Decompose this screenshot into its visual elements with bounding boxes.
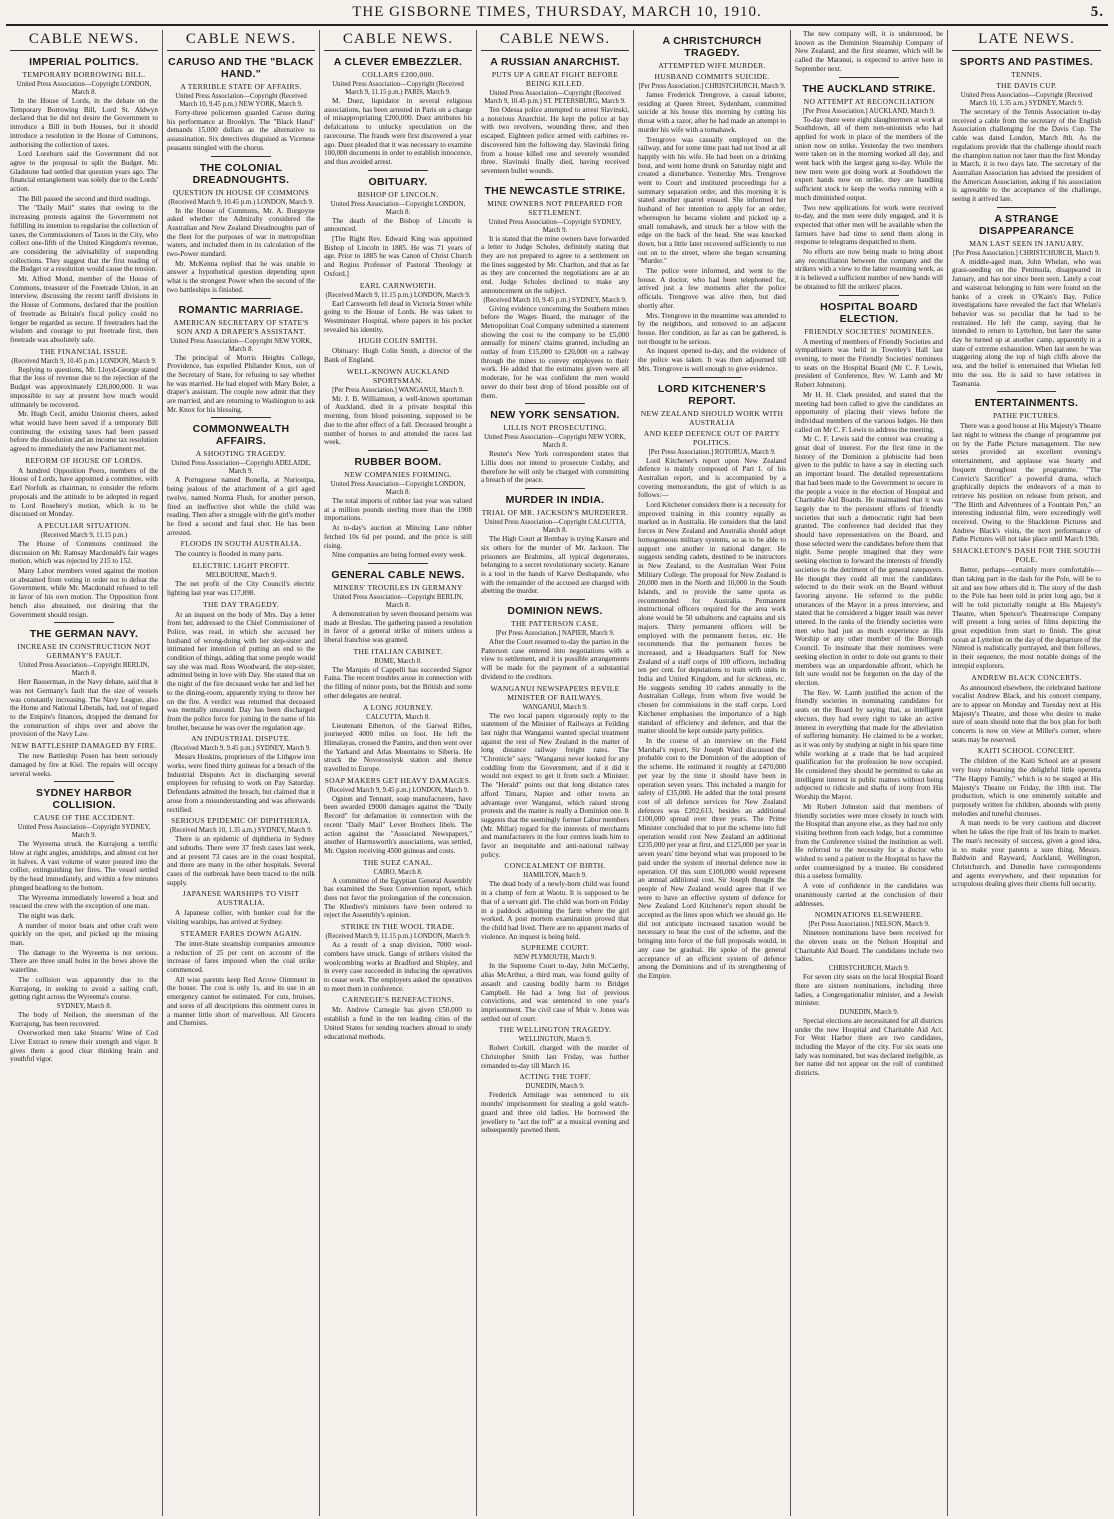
headline: RUBBER BOOM. xyxy=(354,455,442,468)
paragraph: There was a good house at His Majesty's Theatre last night to witness the change of programme put on by the Pathe Picture management. The new series provided an excellent evening's entertainment, and applause was hearty and frequent throughout the programme. "The Convict's Sacrifice" a powerful drama, which graphically depicts the endeavors of a man to retrieve his position on release from prison, and "The Birth and Adventures of a Fountain Pen," an interesting industrial film, were exceedingly well received. Owing to the Shackleton Pictures and Andrew Black's visits, the next performance of Pathe Pictures will not take place until March 19th. xyxy=(952,422,1101,544)
headline: IMPERIAL POLITICS. xyxy=(29,56,139,68)
subheadline: EARL CARNWORTH. xyxy=(359,280,437,290)
paragraph: The House of Commons continued the discussion on Mr. Ramsay Macdonald's fair wages motion, which was rejected by 215 to 152. xyxy=(10,539,158,566)
section-rule xyxy=(368,450,427,451)
dateline: WANGANUI, March 9. xyxy=(522,703,588,711)
paragraph: The damage to the Wyreema is not serious. There are three small holes in the bows above the waterline. xyxy=(10,948,158,975)
paragraph: The High Court at Bombay is trying Kanare and six others for the murder of Mr. Jackson. The prisoners are Brahmins, all typical degenerates, belonging to a secret revolutionary society. Kanare is a tool in the hands of Karve Deshapande, who with the remainder of the accused are charged with abetting the murder. xyxy=(481,535,629,596)
section-rule xyxy=(211,156,270,157)
subheadline: JAPANESE WARSHIPS TO VISIT AUSTRALIA. xyxy=(182,889,300,908)
section-rule xyxy=(211,298,270,299)
subheadline: THE WELLINGTON TRAGEDY. xyxy=(498,1025,612,1035)
paragraph: The "Daily Mail" states that owing to the increasing protests against the Government not fulfilling its intention to regularise the collection of taxes, the Commissioners of Taxes in the City, who collect one-fifth of the United Kingdom's revenue, are considering the advisability of suspending collections. They suggest that the first reading of the Budget or a resolution would cause the tension. xyxy=(10,204,158,274)
paragraph: A hundred Opposition Peers, members of the House of Lords, have appointed a committee, with Earl Norfolk as chairman, to consider the reform proposals and the attitude to be adopted in regard to Lord Rosebery's motion, which is to be discussed on Monday. xyxy=(10,466,158,519)
dateline: (Received March 9, 10.45 p.m.) LONDON, March 9. xyxy=(168,198,314,206)
paragraph: Lord Kitchener's report upon New Zealand defence is mainly composed of Part I. of his Australian report, and is accompanied by a covering memorandum, the gist of which is as follows:— xyxy=(638,456,786,500)
subheadline: THE DAY TRAGEDY. xyxy=(203,599,279,609)
dateline: WELLINGTON, March 9. xyxy=(518,1036,592,1044)
section-rule xyxy=(997,391,1057,392)
paragraph: The principal of Morris Heights College, Providence, has expelled Philander Knox, son of the Secretary of State, for refusing to say whether he was married. He had eloped with Mary Boler, a draper's assistant. The couple now admit that they are married, and are returning to Washington to ask Mr. Knox for his blessing. xyxy=(167,353,315,414)
subheadline: ANDREW BLACK CONCERTS. xyxy=(971,672,1082,682)
page-number: 5. xyxy=(1090,4,1104,20)
dateline: CHRISTCHURCH, March 9. xyxy=(828,965,910,973)
headline: SPORTS AND PASTIMES. xyxy=(959,56,1094,68)
paragraph: Mr H. H. Clark presided, and stated that the meeting had been called to give the candidates an opportunity of placing their views before the individual members of the various lodges. He then called on Mr C. F. Lewis to address the meeting. xyxy=(795,390,943,434)
subheadline: NO ATTEMPT AT RECONCILIATION xyxy=(803,96,935,106)
paragraph: A man needs to be very cautious and discreet when he takes the ripe fruit of his brain to market. The man's necessity of success, given a good idea, is to make your patents a sure thing. Messrs. Baldwin and Rayward, Auckland, Wellington, Christchurch, and Dunedin have correspondents and agents everywhere, and their reputation for scrupulous dealing gives their clients full security. xyxy=(952,819,1101,889)
headline: CARUSO AND THE "BLACK HAND." xyxy=(168,56,314,80)
paragraph: The Bill passed the second and third readings. xyxy=(18,194,151,203)
subheadline: TRIAL OF MR. JACKSON'S MURDERER. xyxy=(481,508,629,518)
paragraph: Trengrove was casually employed on the railway, and for some time past had not lived at all happily with his wife. He had been on a drinking bout, and went home drunk on Saturday night and created a disturbance. Yesterday Mrs. Trengrove went to Court and instituted proceedings for a summary separation order, and this morning it is stated another quarrel ensued. She informed her husband of her intention to apply for an order, whereupon he became violent and picked up a small tomahawk, and struck her a blow with the edge on the back of the head. She was knocked down, but a little later recovered sufficiently to run out on to the street, where she began screaming "Murder." xyxy=(638,135,786,266)
section-rule xyxy=(54,781,113,782)
paragraph: At an inquest on the body of Mrs. Day a letter from her, addressed to the Chief Commissioner of Police, was read, in which she accused her husband of wrong-doing with her step-sister and intimated her intention of putting an end to the condition of things, adding that some people would say she was mad. Ross Woodward, the step-sister, admitted being in love with Day. She stated that on the night of the fire deceased woke her and led her to the dining-room, apparently trying to throw her on the fire. A verdict was returned that deceased was mentally unsound. Day has been discharged from the police force for joining in the name of his brother, because he was over the regulation age. xyxy=(167,610,315,732)
dateline: (Received March 9, 11.15 p.m.) LONDON, March 9. xyxy=(325,933,471,941)
subheadline: AN INDUSTRIAL DISPUTE. xyxy=(191,734,291,744)
dateline: (Received March 9, 10.45 p.m.) LONDON, March 9. xyxy=(11,357,157,365)
subheadline: THE DAVIS CUP. xyxy=(996,81,1057,90)
headline: COMMONWEALTH AFFAIRS. xyxy=(192,423,290,448)
section-rule xyxy=(525,488,584,489)
dateline: [Per Press Association.] ROTORUA, March 9. xyxy=(648,448,776,456)
paragraph: Mr. J. B. Williamson, a well-known sportsman of Auckland, died in a private hospital this morning, from blood poisoning, supposed to be due to the after effect of a fall. Deceased brought a number of horses to and attended the races last week. xyxy=(324,394,472,447)
subheadline: A PECULIAR SITUATION. xyxy=(37,520,131,530)
dateline: (Received March 9, 9.45 p.m.) SYDNEY, March 9. xyxy=(171,745,311,753)
subheadline: STEAMER FARES DOWN AGAIN. xyxy=(180,928,302,938)
dateline: United Press Association—Copyright LONDON, March 8. xyxy=(330,200,466,216)
subheadline: HUGH COLIN SMITH. xyxy=(358,336,438,346)
paragraph: A middle-aged man, John Whelan, who was grass-seeding on the Peninsula, disappeared in January, and has not since been seen. Lately a coat and waistcoat belonging to him were found on the banks of a creek in O'Kain's Bay. Police investigations have revealed the fact that Whelan's behavior was so peculiar that he had to be restrained. He left the camp, saying that he intended to return to Lyttelton, but later the same day he turned up at another camp, apparently in a state of extreme exhaustion. When last seen he was staggering along the top of high cliffs above the sea, and the belief is entertained that Whelan fell into the sea. He is said to have relatives in Tasmania. xyxy=(952,257,1101,388)
paragraph: No efforts are now being made to bring about any reconciliation between the company and the strikers with a view to the latter resuming work, as it is believed a sufficient number of new hands will be obtained to fill the strikers' places. xyxy=(795,248,943,291)
paragraph: A demonstration by seven thousand persons was made at Breslau. The gathering passed a resolution in favor of a general strike of miners unless a liberal franchise was granted. xyxy=(324,609,472,645)
paragraph: The net profit of the City Council's electric lighting last year was £17,898. xyxy=(167,580,315,597)
subheadline: MINE OWNERS NOT PREPARED FOR SETTLEMENT. xyxy=(487,198,623,217)
subheadline: KAITI SCHOOL CONCERT. xyxy=(977,746,1076,756)
paragraph: The two local papers vigorously reply to the statement of the Minister of Railways at Feilding last night that Wanganui wanted special treatment against the rest of New Zealand in the matter of long distance railway freight rates. The "Chronicle" says: "Wanganui never looked for any coddling from the Government, and if it did it would not expect to get it from such a Minister. The "Herald" points out that long distance rates afford Timaru, Napier and other towns an advantage over Wanganui, which raised strong protests and the matter is really a Dominion one. It suggests that the seemingly former Labor members (Mr. Millar) regard for the interests of merchants and manufacturers in the four centres leads him to favor an inequitable and anti-national railway policy. xyxy=(481,711,629,859)
headline: MURDER IN INDIA. xyxy=(505,494,605,507)
subheadline: THE FINANCIAL ISSUE. xyxy=(39,346,129,356)
subheadline: ELECTRIC LIGHT PROFIT. xyxy=(192,561,290,571)
paragraph: Replying to questions, Mr. Lloyd-George stated that the loss of revenue due to the rejection of the Budget was approximately £28,000,000. It was impossible to say at present how much would ultimately be recovered. xyxy=(10,365,158,409)
dateline: CAIRO, March 8. xyxy=(373,868,423,876)
paragraph: Nineteen nominations have been received for the eleven seats on the Nelson Hospital and Charitable Aid Board. The candidates include two ladies. xyxy=(795,929,943,964)
paragraph: The total imports of rubber last year was valued at a million pounds sterling more than the 1908 importations. xyxy=(324,496,472,523)
dateline: United Press Association—Copyright (Received March 9, 10.45 p.m.) ST. PETERSBURG, March 9. xyxy=(484,90,626,105)
subheadline: SERIOUS EPIDEMIC OF DIPHTHERIA. xyxy=(171,816,311,826)
dateline: NEW PLYMOUTH, March 9. xyxy=(513,954,597,962)
paragraph: As a result of a snap division, 7000 wool-combers have struck. Gangs of strikers visited the woolcombing works at Bradford and Shipley, and in every case succeeded in inducing the operatives to cease work. The employers asked the operatives to meet them in conference. xyxy=(324,941,472,993)
dateline: (Received March 9, 11.15 p.m.) xyxy=(40,531,128,539)
paragraph: Earl Carnworth fell dead in Victoria Street while going to the House of Lords. He was taken to Westminster Hospital, where papers in his pocket revealed his identity. xyxy=(324,299,472,334)
headline: THE AUCKLAND STRIKE. xyxy=(802,82,936,95)
column-4 xyxy=(477,30,634,1516)
paragraph: The dead body of a newly-born child was found in a clump of fern at Waotu. It is supposed to be that of a servant girl. The child was born on Friday in a paddock adjoining the farm where the girl worked. A post mortem examination proved that the child had lived. There are no apparent marks of violence. An inquest is being held. xyxy=(481,880,629,941)
section-rule xyxy=(54,622,113,623)
paragraph: Ten Odessa police attempted to arrest Slavinski, a notorious Anarchist. He kept the police at bay with two revolvers, wounding three, and then escaped. Eighteen police armed with carbines re-discovered him the following day. Slavinski firing from a house killed one and severely wounded three. Slavinski finally died, having received seventeen bullet wounds. xyxy=(481,106,629,175)
paragraph: The children of the Kaiti School are at present very busy rehearsing the delightful little operetta "The Happy Family," which is to be staged at His Majesty's Theatre on Friday, the 18th inst. The production, which is one eminently suitable and purposely written for children, abounds with pretty melodies and tuneful choruses. xyxy=(952,757,1101,818)
paragraph: Messrs Hoskins, proprietors of the Lithgow iron works, were fined thirty guineas for a breach of the Industrial Disputes Act in discharging several employees for refusing to work on Pay Saturday. Defendants admitted the breach, but claimed that it arose from a misunderstanding and was afterwards rectified. xyxy=(167,753,315,814)
dateline: DUNEDIN, March 9. xyxy=(839,1008,899,1016)
column-3 xyxy=(320,30,477,1516)
paragraph: Mr. Hugh Cecil, amidst Unionist cheers, asked what would have been saved if a temporary Bill continuing the existing taxes had been passed before the dissolution and an income tax resolution agreed to immediately the new Parliament met. xyxy=(10,410,158,454)
subheadline: NEW COMPANIES FORMING. xyxy=(344,469,452,479)
dateline: United Press Association—Copyright BERLIN, March 8. xyxy=(332,593,464,609)
section-rule xyxy=(682,377,741,378)
paragraph: The Wyreema immediately lowered a boat and rescued the crew with the exception of one man. xyxy=(10,893,158,911)
dateline: United Press Association—Copyright SYDNEY, March 9. xyxy=(17,824,151,840)
masthead xyxy=(6,4,1108,26)
paragraph: In the Supreme Court to-day, John McCarthy, alias McArthur, a third man, was found guilty of assault and causing bodily harm to Bridget Campbell. He had a long list of previous convictions, and was sentenced to one year's imprisonment. The civil case of Muir v. Jones was settled out of court. xyxy=(481,962,629,1023)
dateline: United Press Association—Copyright ADELAIDE, March 9. xyxy=(171,460,311,476)
subheadline: A TERRIBLE STATE OF AFFAIRS. xyxy=(180,82,302,91)
paragraph: Special elections are necessitated for all districts under the new Hospital and Charitable Aid Act. For West Harbor there are two candidates, including the Mayor of the city. For six seats one lady was nominated, but was declared ineligible, as her name did not appear on the roll of combined districts. xyxy=(795,1016,943,1078)
headline: THE NEWCASTLE STRIKE. xyxy=(484,184,626,197)
paragraph: Reuter's New York correspondent states that Lillis does not intend to prosecute Cudahy, and therefore he will only be charged with committing a breach of the peace. xyxy=(481,450,629,485)
column-7 xyxy=(948,30,1105,1516)
headline: GENERAL CABLE NEWS. xyxy=(331,568,465,581)
paragraph: It is stated that the mine owners have forwarded a letter to Judge Scholes, definitely stating that they are not prepared to agree to a settlement on the lines suggested by Mr. Charlton, and that as far as they are concerned the negotiations are at an end. Judge Scholes declined to make any announcement on the subject. xyxy=(481,234,629,295)
paragraph: Two new applications for work were received to-day, and the men were duly engaged, and it is expected that other men will be available when the farmers have had time to send them along in response to telegrams despatched to them. xyxy=(795,203,943,247)
subheadline: MAN LAST SEEN IN JANUARY. xyxy=(969,238,1084,248)
paragraph: Mrs. Trengrove in the meantime was attended to by the neighbors, and removed to an adjacent house. Her condition, as far as can be gathered, is not thought to be serious. xyxy=(638,311,786,346)
subheadline: THE SUEZ CANAL. xyxy=(362,857,434,867)
paragraph: A committee of the Egyptian General Assembly has examined the Suez Convention report, which does not favor the prolongation of the concession. The Khedive's ministers have been ordered to reject the Assembly's opinion. xyxy=(324,876,472,920)
headline: SYDNEY HARBOR COLLISION. xyxy=(36,787,132,812)
subheadline: AND KEEP DEFENCE OUT OF PARTY POLITICS. xyxy=(643,428,781,447)
column-1 xyxy=(6,30,163,1516)
dateline: United Press Association—Copyright BERLIN, March 8. xyxy=(18,662,150,678)
section-rule xyxy=(368,170,427,171)
paragraph: In the House of Lords, in the debate on the Temporary Borrowing Bill, Lord St. Aldwyn declared that he did not desire the Government to introduce a Bill in both Houses, but it should introduce a resolution in the House of Commons, authorising the collection of taxes. xyxy=(10,97,158,149)
headline: THE COLONIAL DREADNOUGHTS. xyxy=(192,161,290,186)
headline: ENTERTAINMENTS. xyxy=(974,397,1079,410)
paragraph: James Frederick Trengrove, a casual laborer, residing at Queen Street, Sydenham, committed suicide at his house this morning by cutting his throat with a razor, after he had made an attempt to murder his wife with a tomahawk. xyxy=(638,91,786,134)
subheadline: A SHOOTING TRAGEDY. xyxy=(195,449,287,459)
dateline: MELBOURNE, March 9. xyxy=(205,572,277,580)
paragraph: M. Duez, liquidator in several religious associations, has been arrested in Paris on a charge of misappropriating £200,000. Duez attributes his defalcations to unlucky speculation on the racecourse. The frauds were first discovered a year ago. Duez pleaded that it was necessary to examine 100,000 documents in order to establish innocence, and thus avoided arrest. xyxy=(324,97,472,166)
paragraph: The Marquis of Cappelli has succeeded Signor Faina. The recent troubles arose in connection with the filling of minor posts, but the British and some other delegates are neutral. xyxy=(324,665,472,700)
paragraph: The new company will, it is understood, be known as the Dominion Steamship Company of New Zealand, and the first steamer, which will be called the Maranui, is expected to arrive here in September next. xyxy=(795,30,943,73)
paragraph: Giving evidence concerning the Southern mines before the Wages Board, the manager of the Metropolitan Coal Company submitted a statement showing the cost to the company to be £5,000 annually for miners' claims granted, including an outlay of from £15,000 to £20,000 on a railway through the mines to convey employees to their work. He added that the estimates given were all moderate, for he was confident the men would never do their best drop of blood possible out of them. xyxy=(481,304,629,400)
column-6 xyxy=(791,30,948,1516)
dateline: United Press Association—Copyright (Received March 9, 11.15 p.m.) PARIS, March 9. xyxy=(332,81,464,96)
section-rule xyxy=(839,77,898,78)
subheadline: ATTEMPTED WIFE MURDER. xyxy=(658,61,766,70)
subheadline: ACTING THE TOFF. xyxy=(519,1072,591,1082)
subheadline: INCREASE IN CONSTRUCTION NOT GERMANY'S FAULT. xyxy=(17,642,151,661)
paragraph: The Wyreema struck the Kurrajong a terrific blow at right angles, amidships, and almost cut her in halves. A vast volume of water poured into the collier, extinguishing her fires. The vessel settled by the head immediately, and within a few minutes plunged headlong to the bottom. xyxy=(10,840,158,892)
paragraph: The police were informed, and went to the house. A doctor, who had been telephoned for, arrived just a few moments after the police officials. Trengrove was alive then, but died shortly after. xyxy=(638,267,786,310)
paragraph: Lord Loreburn said the Government did not agree to the proposal to split the Budget. Mr. Gladstone had settled that question years ago. The financial entanglement was solely due to the Lords' action. xyxy=(10,150,158,194)
paragraph: Ogston and Tennant, soap manufacturers, have been awarded £9000 damages against the "Daily Record" for defamation in connection with the recent "Daily Mail" Lever Brothers libels. The action against the "Associated Newspapers," another of Harmsworth's associations, was settled, Mr. Ogston receiving 4500 guineas and costs. xyxy=(324,794,472,855)
column-5 xyxy=(634,30,791,1516)
column-header: CABLE NEWS. xyxy=(10,30,158,51)
subheadline: THE ITALIAN CABINET. xyxy=(353,646,443,656)
paragraph: A Portuguese named Bonella, at Nuriootpa, being jealous of the attachment of a girl aged twelve, named Norma Flush, for another person, fired an ineffective shot while the child was reading. Then after a struggle with the girl's mother he fired a second and fatal shot. He has been arrested. xyxy=(167,476,315,537)
headline: HOSPITAL BOARD ELECTION. xyxy=(820,300,918,325)
dateline: DUNEDIN, March 9. xyxy=(525,1083,585,1091)
paragraph: In the House of Commons, Mr. A. Burgoyne asked whether the Admiralty considered the Australian and New Zealand Dreadnoughts part of the fleet for the purposes of war in metropolitan waters, and included them in its calculation of the two-Power standard. xyxy=(167,206,315,259)
paragraph: Mr. McKenna replied that he was unable to answer a hypothetical question depending upon what is the strongest Power when the second of the two battleships is finished. xyxy=(167,259,315,294)
dateline: [Per Press Association.] AUCKLAND, March 9. xyxy=(802,107,936,115)
section-rule xyxy=(997,207,1057,208)
dateline: (Received March 9, 11.15 p.m.) LONDON, March 9. xyxy=(325,291,471,299)
subheadline: SHACKLETON'S DASH FOR THE SOUTH POLE. xyxy=(952,546,1101,565)
subheadline: SUPREME COURT. xyxy=(521,943,589,953)
section-rule xyxy=(525,599,584,600)
dateline: SYDNEY, March 8. xyxy=(56,1002,112,1010)
paragraph: All wise parents keep Red Arrow Ointment in the house. The cost is only 1s, and its use in an emergency cannot be estimated. For cuts, bruises, and sores of all descriptions this ointment cures in a manner little short of marvellous. All Grocers and Chemists. xyxy=(167,975,315,1028)
column-2 xyxy=(163,30,320,1516)
dateline: (Received March 10, 9.45 p.m.) SYDNEY, March 9. xyxy=(483,296,627,304)
subheadline: CAUSE OF THE ACCIDENT. xyxy=(33,813,135,823)
dateline: United Press Association—Copyright NEW YORK, March 8. xyxy=(484,434,626,450)
paragraph: The new Battleship Posen has been seriously damaged by fire at Kiel. The repairs will occupy several weeks. xyxy=(10,752,158,778)
dateline: [Per Press Association.] NELSON, March 9. xyxy=(808,921,930,929)
dateline: [Per Press Association.] CHRISTCHURCH, March 9. xyxy=(638,83,786,90)
subheadline: QUESTION IN HOUSE OF COMMONS xyxy=(172,187,310,197)
dateline: ROME, March 8. xyxy=(374,657,422,665)
headline: ROMANTIC MARRIAGE. xyxy=(178,303,304,316)
paragraph: [The Right Rev. Edward King was appointed Bishop of Lincoln in 1885. He was 71 years of age. Prior to 1885 he was Canon of Christ Church and Regius Professor of Pastoral Theology at Oxford.] xyxy=(324,235,472,278)
paragraph: After the Court resumed to-day the parties in the Patterson case entered into negotiations with a view to settlement, and it is possible arrangements will be made for the payment of a substantial dividend to the creditors. xyxy=(481,638,629,681)
headline: OBITUARY. xyxy=(368,175,428,188)
subheadline: NEW ZEALAND SHOULD WORK WITH AUSTRALIA xyxy=(640,408,784,427)
dateline: CALCUTTA, March 8. xyxy=(366,713,430,721)
headline: A STRANGE DISAPPEARANCE xyxy=(979,212,1074,237)
paragraph: There is an epidemic of diphtheria in Sydney and suburbs. There were 37 fresh cases last week, and at present 73 cases are in the coast hospital, and there are many in the other hospitals. Several cases of the outbreak have been traced to the milk supply. xyxy=(167,835,315,887)
section-rule xyxy=(368,563,427,564)
section-rule xyxy=(525,179,584,180)
paragraph: Mr C. F. Lewis said the contest was creating a great deal of interest. For the first time in the history of the Dominion a plebiscite had been given to the public to have a say in electing such an important board. The detailed representations that had been made to the Government to secure in the people a voice in the election of Hospital and Charitable Aid Boards. He maintained that it was largely due to the persistent efforts of friendly societies that such a democratic right had been granted. The conference had decided that they should have representatives on the Board, and those selected were the candidates before them that night. Some people imagined that they were seeking election to forward the interests of friendly societies to the detriment of the general ratepayers. He thought they could all trust the candidates selected to do their work on the Board without favoring anyone. He referred to the public utterances of the Mayor in a press interview, and stated that he considered a bigger insult was never uttered. In the ranks of the friendly societies were men who had just as much experience as His Worship or any other member of the Borough Council. To insinuate that their nominees were seeking election in order to dole out grants to their members was an unpardonable affront, which he felt sure would not be forgotten on the day of the election. xyxy=(795,435,943,687)
paragraph: To-day there were eight slaughtermen at work at Southdown, all of them non-unionists who had applied for work in place of the members of the union now on strike. Yesterday the two members were taken on in the morning worked all day, and went back with the largest gang to-day. While the new men were got doing work at Southdown the expert hands now on strike, they are handling sufficient stock to keep the works running with a much diminished output. xyxy=(795,115,943,202)
subheadline: PUTS UP A GREAT FIGHT BEFORE BEING KILLED. xyxy=(491,70,619,88)
paragraph: The body of Neilson, the steersman of the Kurrajong, has been recovered. xyxy=(10,1010,158,1028)
headline: A CLEVER EMBEZZLER. xyxy=(333,56,463,68)
paragraph: An inquest opened to-day, and the evidence of the police was taken. It was then adjourned till Mrs. Trengrove is well enough to give evidence. xyxy=(638,347,786,373)
subheadline: HUSBAND COMMITS SUICIDE. xyxy=(654,72,770,81)
paragraph: Herr Basserman, in the Navy debate, said that it was not Germany's fault that the size of vessels was constantly increasing. The Navy League, also the Home and National Liberals, had, out of regard to the Empire's finances, dropped the demand for the construction of ships over and above the provision of the Navy Law. xyxy=(10,678,158,739)
headline: DOMINION NEWS. xyxy=(507,605,603,618)
dateline: United Press Association—Copyright SYDNEY, March 9. xyxy=(488,218,622,234)
paragraph: The collision was apparently due to the Kurrajong, in seeking to avoid a sailing craft, getting right across the Wyreema's course. xyxy=(10,975,158,1002)
masthead-title: THE GISBORNE TIMES, THURSDAY, MARCH 10, 1910. xyxy=(352,4,762,20)
paragraph: In the course of an interview on the Field Marshal's report, Sir Joseph Ward discussed the probable cost to the Dominion of the adoption of the scheme. He estimated it roughly at £470,000 per year by the time it should have been in operation seven years. This included a margin for safety of £35,000. He added that the total present cost of all defence services for New Zealand defences was £202,613, besides an additional £100,000 spread over three years. The Prime Minister concluded that to put the scheme into full operation would cost New Zealand an additional £235,000 per year at first, and £125,000 per year in seven years' time beyond what was proposed to be paid under the system of internal defence now in operation. Of this sum £100,000 would represent an annual additional cost. Sir Joseph thought the people of New Zealand would agree that if we were to have an effective system of defence for New Zealand Lord Kitchener's report should be accepted as the lines upon which we should go. He did not anticipate increased taxation would be necessary to bear the cost of the scheme, and the bringing into force of the full proposals would, in any case be gradual. He spoke of the general acceptance of an efficient system of defence among the Dominions and of its strengthening of the Empire. xyxy=(638,737,786,980)
subheadline: LILLIS NOT PROSECUTING. xyxy=(503,423,607,433)
paragraph: A Japanese collier, with bunker coal for the visiting warships, has arrived at Sydney. xyxy=(167,909,315,927)
dateline: [Per Press Association.] WANGANUI, March 9. xyxy=(332,386,464,394)
dateline: HAMILTON, March 9. xyxy=(523,872,587,880)
subheadline: TENNIS. xyxy=(1011,70,1042,79)
column-header: LATE NEWS. xyxy=(952,30,1101,51)
paragraph: As announced elsewhere, the celebrated baritone vocalist Andrew Black, and his concert company, are to appear on Monday and Tuesday next at His Majesty's Theatre, and those who desire to make sure of seats should note that the box plan for both concerts is now on view at Miller's corner, where seats may be reserved. xyxy=(952,683,1101,744)
paragraph: Lieutenant Etherton, of the Garwal Rifles, journeyed 4000 miles on foot. He left the Himalayas, crossed the Pamirs, and then went over the Yarkand and Atlas Mountains to Siberia. He struck the Novorossiysk station and thence travelled to Europe. xyxy=(324,721,472,774)
paragraph: A meeting of members of Friendly Societies and sympathisers was held in Townley's Hall last evening, to meet the Friendly Societies' nominees to seats on the Hospital Board (Mr C. F. Lewis, president of Conference, Rev. W. Lamb and Mr Robert Johnston). xyxy=(795,337,943,390)
subheadline: WANGANUI NEWSPAPERS REVILE MINISTER OF RAILWAYS. xyxy=(490,683,620,702)
subheadline: FLOODS IN SOUTH AUSTRALIA. xyxy=(180,539,302,549)
subheadline: TEMPORARY BORROWING BILL. xyxy=(22,70,146,79)
subheadline: COLLARS £200,000. xyxy=(362,70,434,79)
subheadline: NEW BATTLESHIP DAMAGED BY FIRE. xyxy=(11,741,157,751)
paragraph: Better, perhaps—certainly more comfortable—than taking part in the dash for the Pole, will be to sit and see how others did it. The story of the dash to the Pole has been told in print long ago, but it will be told pictorially tonight at His Majesty's Theatre, when Spencer's Theatrescope Company will present a long series of films depicting the great expedition from start to finish. The great ocean at Lyttelton on the day of the departure of the Nimrod is realistically portrayed, and then follows, in their sequence, the most notable doings of the intrepid explorers. xyxy=(952,566,1101,670)
dateline: United Press Association—Copyright CALCUTTA, March 8. xyxy=(484,519,626,535)
paragraph: For seven city seats on the local Hospital Board there are sixteen nominations, including three ladies, a Congregationalist minister, and a Jewish minister. xyxy=(795,973,943,1008)
subheadline: WELL-KNOWN AUCKLAND SPORTSMAN. xyxy=(346,366,450,385)
subheadline: PATHE PICTURES. xyxy=(992,411,1061,421)
headline: A RUSSIAN ANARCHIST. xyxy=(490,56,620,68)
subheadline: SOAP MAKERS GET HEAVY DAMAGES. xyxy=(324,775,472,785)
dateline: United Press Association—Copyright LONDON, March 8. xyxy=(16,81,152,96)
paragraph: Frederick Armitage was sentenced to six months' imprisonment for stealing a gold watch-guard and three old ladies. He borrowed the jewellery to "act the toff" at a musical evening and subsequently pawned them. xyxy=(481,1091,629,1135)
paragraph: At to-day's auction at Mincing Lane rubber fetched 10s 6d per pound, and the price is still rising. xyxy=(324,524,472,550)
subheadline: MINERS' TROUBLES IN GERMANY xyxy=(333,582,463,592)
section-rule xyxy=(839,295,898,296)
dateline: [Per Press Association.] NAPIER, March 9. xyxy=(495,630,615,638)
paragraph: The country is flooded in many parts. xyxy=(175,550,283,559)
paragraph: A vote of confidence in the candidates was unanimously carried at the conclusion of their addresses. xyxy=(795,882,943,908)
subheadline: FRIENDLY SOCIETIES' NOMINEES. xyxy=(804,326,934,336)
headline: THE GERMAN NAVY. xyxy=(29,628,139,641)
paragraph: Forty-three policemen guarded Caruso during his performance at Brooklyn. The "Black Hand" demands 15,000 dollars as the alternative to assassination. Six detectives disguised as Vicenese peasants mingled with the chorus. xyxy=(167,109,315,152)
dateline: United Press Association—Copyright LONDON, March 8. xyxy=(330,480,466,496)
subheadline: REFORM OF HOUSE OF LORDS. xyxy=(25,455,143,465)
paragraph: Lord Kitchener considers there is a necessity for improved training in this country equally as marked as in Australia. He considers that the land forces in New Zealand and Australia should adopt homogeneous military systems, so as to be able to support one another in national danger. He suggests sending cadets, destined to be instructors in New Zealand, to the Australian West Point Military College. The proposal for New Zealand is 20,000 men in the North and 10,000 in the South Islands, and to provide the same quota as recommended for Australia. Permanent instructional officers required for the area work alone would be 50 subalterns and captains and six majors. Thirty permanent officers will be employed with the permanent forces, etc. He recommends that the permanent forces be increased, and a Headquarters Staff for New Zealand of a staff corps of 100 officers, including ten per cent. for deputations to train with units in India and United Kingdom, and for sickness, etc. He suggests sending 10 cadets annually to the Australian College, from whom five would be chosen for commissions in the staff corps. Lord Kitchener emphasises the importance of a high standard of efficiency and defence, and that the matter should be kept outside party politics. xyxy=(638,501,786,736)
paragraph: Nine companies are being formed every week. xyxy=(332,551,466,560)
headline: NEW YORK SENSATION. xyxy=(490,409,620,422)
column-header: CABLE NEWS. xyxy=(167,30,315,51)
dateline: United Press Association—Copyright (Received March 10, 9.45 p.m.) NEW YORK, March 9. xyxy=(175,93,307,108)
subheadline: BISHOP OF LINCOLN. xyxy=(357,189,439,199)
paragraph: Overworked men take Stearns' Wine of Cod Liver Extract to renew their strength and vigor. It gives them a good clear thinking brain and youthful vigor. xyxy=(10,1029,158,1064)
dateline: [Per Press Association.] CHRISTCHURCH, March 9. xyxy=(953,249,1100,257)
dateline: (Received March 10, 1.35 a.m.) SYDNEY, March 9. xyxy=(169,827,313,835)
subheadline: NOMINATIONS ELSEWHERE. xyxy=(814,910,924,920)
section-rule xyxy=(211,417,270,418)
dateline: United Press Association—Copyright (Received March 10, 1.35 a.m.) SYDNEY, March 9. xyxy=(960,92,1093,107)
paragraph: The inter-State steamship companies announce a reduction of 25 per cent on account of the increase of fares imposed when the coal strike commenced. xyxy=(167,939,315,974)
columns xyxy=(6,30,1108,1516)
paragraph: Obituary: Hugh Colin Smith, a director of the Bank of England. xyxy=(324,347,472,365)
subheadline: AMERICAN SECRETARY OF STATE'S SON AND A DRAPER'S ASSISTANT. xyxy=(173,317,309,336)
paragraph: Mr. Andrew Carnegie has given £50,000 to establish a fund in the ten leading cities of the United States for sending teachers abroad to study educational methods. xyxy=(324,1006,472,1041)
subheadline: A LONG JOURNEY. xyxy=(363,702,433,712)
paragraph: Mr Robert Johnston said that members of friendly societies were more closely in touch with the Hospital than anyone else, as they had not only visiting brethren from each lodge, but a committee from the Conference visited the institution as well. He referred to the necessity for a doctor who wished to send a patient to the Hospital to have the order countersigned by a trustee. He considered this a useless formality. xyxy=(795,802,943,881)
section-rule xyxy=(525,403,584,404)
dateline: United Press Association—Copyright NEW YORK, March 8. xyxy=(170,337,312,353)
paragraph: Mr. Alfred Mond, member of the House of Commons, treasurer of the Freetrade Union, in an interview, discussing the recent tariff divisions in the House of Commons, declared that the position of freetrade as Britain's fiscal policy could no longer be regarded as secure. If freetraders had the wisdom and courage to put freetrade first, then freetrade was absolutely safe. xyxy=(10,275,158,344)
column-header: CABLE NEWS. xyxy=(324,30,472,51)
paragraph: Many Labor members voted against the motion or abstained from voting in order not to defeat the Government, while Mr. Macdonald refused to tell in favor of his own motion. The Opposition front bench also abstained, not desiring that the Government should resign. xyxy=(10,567,158,619)
paragraph: The death of the Bishop of Lincoln is announced. xyxy=(324,216,472,234)
paragraph: Robert Corkill, charged with the murder of Christopher Smith last Friday, was further remanded to-day till March 16. xyxy=(481,1044,629,1070)
paragraph: A number of motor boats and other craft were quickly on the spot, and picked up the missing man. xyxy=(10,921,158,948)
paragraph: The Rev. W. Lamb justified the action of the friendly societies in nominating candidates for seats on the Board by saying that, as intelligent electors, they had every right to take an active interest in everything that made for the alleviation of suffering humanity. He claimed to be a worker, as it was only by studying at night in his spare time while working at a trade that he had acquired qualification for the profession he now occupied. He considered they should be permitted to take an intelligent interest in public matters without being subjected to ridicule and shafts of irony from His Worship the Mayor. xyxy=(795,688,943,802)
column-header: CABLE NEWS. xyxy=(481,30,629,51)
paragraph: The night was dark. xyxy=(18,911,76,920)
headline: LORD KITCHENER'S REPORT. xyxy=(657,382,767,407)
paragraph: The secretary of the Tennis Association to-day received a cable from the secretary of the English Association challenging for the Davis Cup. The cable was dated London, March 8th. As the regulations provide that the challenge should reach the champion nation not later than the first Monday in March, it is two days late. The secretary of the Australian Association has advised the president of the American Association, asking if his association is agreeable to the acceptance of the challenge, seeing it arrived late. xyxy=(952,108,1101,204)
headline: A CHRISTCHURCH TRAGEDY. xyxy=(662,35,762,59)
subheadline: CARNEGIE'S BENEFACTIONS. xyxy=(342,995,454,1005)
subheadline: THE PATTERSON CASE. xyxy=(511,619,599,629)
dateline: (Received March 9, 9.45 p.m.) LONDON, March 9. xyxy=(327,786,469,794)
subheadline: STRIKE IN THE WOOL TRADE. xyxy=(341,922,455,932)
subheadline: CONCEALMENT OF BIRTH. xyxy=(504,861,606,871)
